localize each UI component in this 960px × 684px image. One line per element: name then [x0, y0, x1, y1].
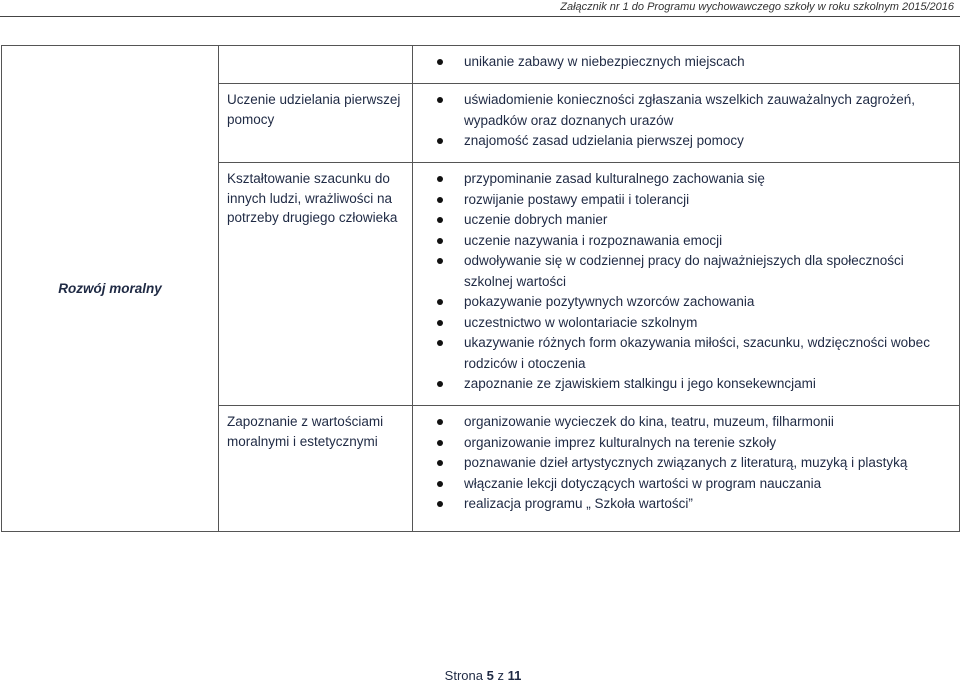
objective-text [219, 46, 412, 52]
activity-text: znajomość zasad udzielania pierwszej pomocy [464, 133, 744, 148]
bullet-icon [437, 299, 443, 305]
bullet-icon [437, 258, 443, 264]
list-item [437, 474, 951, 495]
list-item [437, 52, 951, 73]
activities-list [413, 46, 959, 73]
list-item [437, 313, 951, 334]
list-item [437, 231, 951, 252]
activity-text: rozwijanie postawy empatii i tolerancji [464, 191, 690, 207]
activity-text: zapoznanie ze zjawiskiem stalkingu i jego konsekewncjami [464, 376, 816, 391]
footer-page-total: 11 [507, 668, 522, 683]
bullet-icon [437, 440, 443, 446]
table-row [2, 46, 960, 84]
list-item [437, 333, 951, 374]
activities-list [413, 163, 959, 395]
footer-prefix: Strona [444, 668, 483, 683]
bullet-icon [437, 381, 443, 387]
activity-text: unikanie zabawy w niebezpiecznych miejscach [464, 54, 745, 69]
list-item [437, 90, 951, 131]
activities-list [413, 406, 959, 515]
bullet-icon [437, 320, 443, 326]
activity-text: poznawanie dzieł artystycznych związanych z literaturą, muzyką i plastyką [464, 455, 908, 470]
bullet-icon [437, 481, 443, 487]
activity-text: odwoływanie się w codziennej pracy do najważniejszych dla społeczności szkolnej wartości [464, 253, 904, 289]
activity-text: ukazywanie różnych form okazywania miłości, szacunku, wdzięczności wobec rodziców i otoczenia [464, 335, 930, 371]
bullet-icon [437, 97, 443, 103]
activity-text: uczenie dobrych manier [464, 212, 608, 227]
list-item [437, 131, 951, 152]
activity-text: włączanie lekcji dotyczących wartości w program nauczania [464, 475, 822, 491]
activities-cell [413, 46, 960, 84]
page-header: Załącznik nr 1 do Programu wychowawczego szkoły w roku szkolnym 2015/2016 [560, 1, 954, 13]
list-item [437, 453, 951, 474]
header-divider [0, 16, 960, 17]
area-label: Rozwój moralny [58, 281, 162, 296]
list-item [437, 251, 951, 292]
activities-cell [413, 84, 960, 163]
activity-text: uczestnictwo w wolontariacie szkolnym [464, 314, 698, 330]
bullet-icon [437, 138, 443, 144]
objective-text: Kształtowanie szacunku do innych ludzi, wrażliwości na potrzeby drugiego człowieka [227, 171, 398, 225]
page-footer [0, 668, 960, 684]
area-cell [2, 46, 219, 532]
activities-cell [413, 406, 960, 532]
activity-text: organizowanie imprez kulturalnych na terenie szkoły [464, 434, 777, 450]
list-item [437, 433, 951, 454]
list-item [437, 494, 951, 515]
list-item [437, 292, 951, 313]
bullet-icon [437, 238, 443, 244]
bullet-icon [437, 197, 443, 203]
bullet-icon [437, 501, 443, 507]
footer-page-number: 5 [486, 668, 494, 683]
footer-of: z [497, 668, 504, 683]
list-item [437, 190, 951, 211]
bullet-icon [437, 460, 443, 466]
activity-text: pokazywanie pozytywnych wzorców zachowania [464, 294, 755, 309]
list-item [437, 412, 951, 433]
objective-cell [219, 46, 413, 84]
activity-text: przypominanie zasad kulturalnego zachowania się [464, 171, 765, 186]
objective-text: Uczenie udzielania pierwszej pomocy [227, 92, 401, 127]
program-table [1, 45, 960, 532]
activities-cell [413, 163, 960, 406]
bullet-icon [437, 217, 443, 223]
list-item [437, 169, 951, 190]
bullet-icon [437, 419, 443, 425]
list-item [437, 374, 951, 395]
activities-list [413, 84, 959, 152]
activity-text: realizacja programu „ Szkoła wartości” [464, 496, 693, 511]
bullet-icon [437, 59, 443, 65]
bullet-icon [437, 176, 443, 182]
activity-text: uświadomienie konieczności zgłaszania wszelkich zauważalnych zagrożeń, wypadków oraz doznanych urazów [464, 92, 915, 128]
activity-text: organizowanie wycieczek do kina, teatru, muzeum, filharmonii [464, 414, 834, 429]
objective-text: Zapoznanie z wartościami moralnymi i estetycznymi [227, 414, 384, 449]
bullet-icon [437, 340, 443, 346]
objective-cell [219, 84, 413, 163]
activity-text: uczenie nazywania i rozpoznawania emocji [464, 232, 723, 248]
objective-cell [219, 406, 413, 532]
objective-cell [219, 163, 413, 406]
list-item [437, 210, 951, 231]
